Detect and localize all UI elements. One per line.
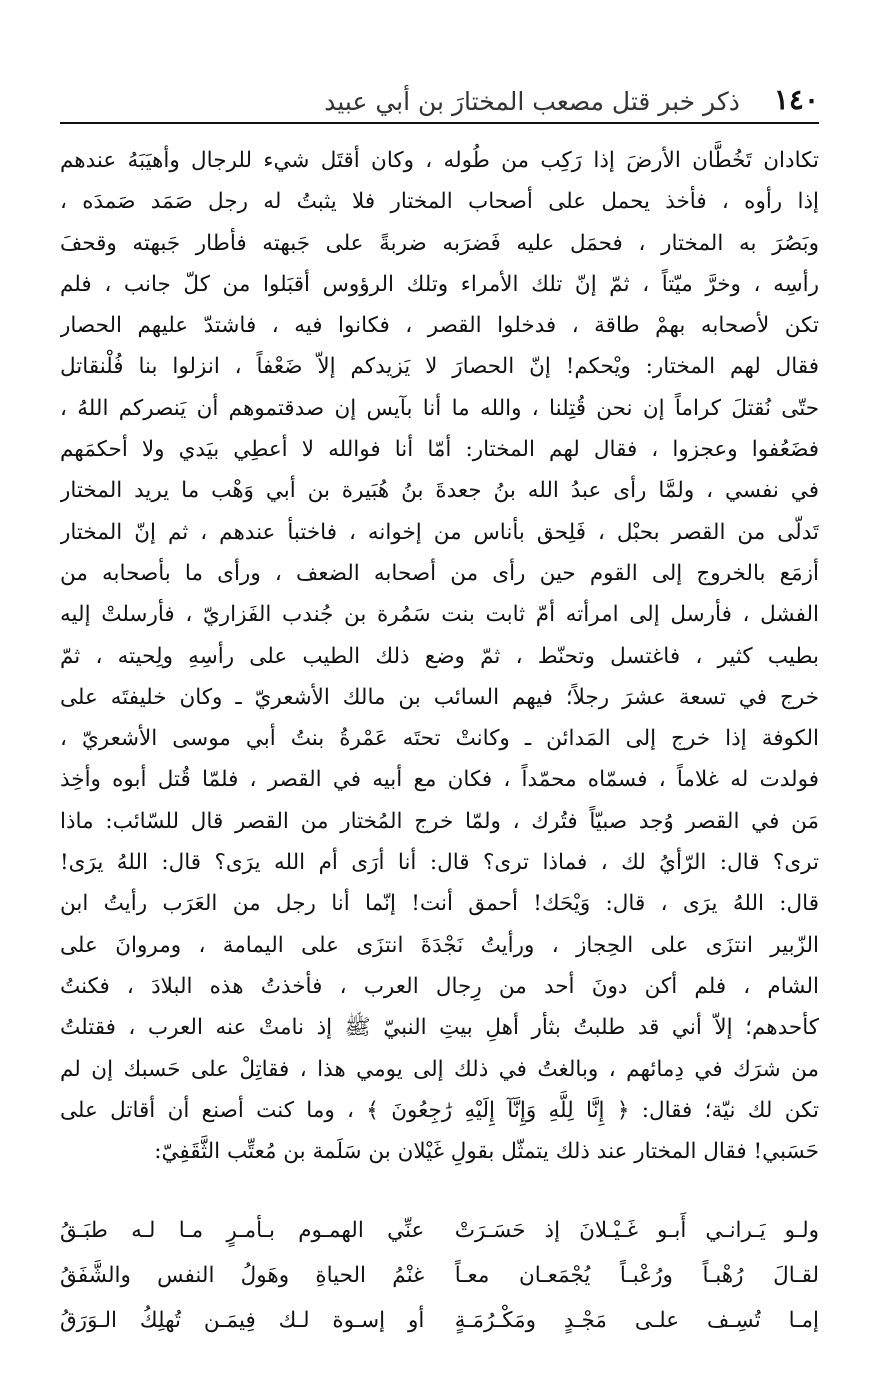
text-line: وبَصُرَ به المختار ، فحمَل عليه فَضرَبه ضربةً على جَبهته فأطار جَبهته وقحفَ <box>60 230 819 256</box>
text-line: فضَعُفوا وعجزوا ، فقال لهم المختار: أمّا أنا فوالله لا أعطِي بيَدي ولا أحكمَهم <box>60 437 819 463</box>
text-line: الفشل ، فأرسل إلى امرأته أمّ ثابت بنت سَمُرة بن جُندب الفَزاريّ ، فأرسلتْ إليه <box>60 602 819 628</box>
text-line: أزمَع بالخروج إلى القوم حين رأى من أصحابه الضعف ، ورأى ما بأصحابه من <box>60 560 819 586</box>
text-line: الشام ، فلم أكن دونَ أحد من رِجال العرب ، فأخذتُ هذه البلادَ ، فكنتُ <box>60 973 819 999</box>
poem-first-hemistich: إمـا تُسِـف علـى مَجْـدٍ ومَكْـرُمَـةٍ <box>454 1308 819 1333</box>
text-line: فولدت له غلاماً ، فسمّاه محمّداً ، فكان مع أبيه في القصر ، فلمّا قُتل أبوه وأخِذ <box>60 767 819 793</box>
text-line: فقال لهم المختار: ويْحكم! إنّ الحصارَ لا يَزيدكم إلاّ ضَعْفاً ، انزلوا بنا فُلْنقاتل <box>60 354 819 380</box>
text-line: قال: اللهُ يرَى ، قال: وَيْحَك! أحمق أنت! إنّما أنا رجل من العَرَب رأيتُ ابن <box>60 891 819 917</box>
poem <box>60 1208 819 1343</box>
poem-second-hemistich: عنِّي الهمـوم بـأمـرٍ مـا لـه طبَـقُ <box>60 1218 425 1243</box>
text-line: ترى؟ قال: الرّأيُ لك ، فماذا ترى؟ قال: أنا أرَى أم الله يرَى؟ قال: اللهُ يرَى! <box>60 850 819 876</box>
poem-verse <box>60 1253 819 1298</box>
poem-second-hemistich: غنْمُ الحياةِ وهَولُ النفس والشَّفَقُ <box>60 1263 425 1288</box>
page-header <box>56 70 819 114</box>
text-line: تَدلّى من القصر بحبْل ، فَلِحق بأناس من إخوانه ، فاختبأ عندهم ، ثم إنّ المختار <box>60 519 819 545</box>
text-line: الزّبير انتزَى على الحِجاز ، ورأيتُ نَجْدَةَ انتزَى على اليمامة ، ومروانَ على <box>60 932 819 958</box>
text-line: حتّى نُقتلَ كراماً إن نحن قُتِلنا ، والله ما أنا بآيس إن صدقتموهم أن يَنصركم اللهُ ، <box>60 395 819 421</box>
text-line: كأحدهم؛ إلاّ أني قد طلبتُ بثأر أهلِ بيتِ النبيّ ﷺ إذ نامتْ عنه العرب ، فقتلتُ <box>60 1015 819 1041</box>
text-line: في نفسي ، ولمَّا رأى عبدُ الله بنُ جعدةَ بنُ هُبَيرة بن أبي وَهْب ما يريد المختار <box>60 478 819 504</box>
text-line: تكن لك نيّة؛ فقال: ﴿ إِنَّا لِلَّهِ وَإِنَّآ إِلَيْهِ رَٰجِعُونَ ﴾ ، وما كنت أصنع أن أقاتل على <box>60 1097 819 1123</box>
poem-first-hemistich: ولـو يَـرانـي أَبـو غَـيْـلانَ إذ حَسَـرَتْ <box>454 1218 819 1243</box>
poem-verse <box>60 1298 819 1343</box>
text-line: الكوفة إذا خرج إلى المَدائن ـ وكانتْ تحتَه عَمْرةُ بنتُ أبي موسى الأشعريّ ، <box>60 726 819 752</box>
text-line: تكن لأصحابه بهمْ طاقة ، فدخلوا القصر ، فكانوا فيه ، فاشتدّ عليهم الحصار <box>60 313 819 339</box>
text-line: بطيب كثير ، فاغتسل وتحنّط ، ثمّ وضع ذلك الطيب على رأسِهِ ولِحيته ، ثمّ <box>60 643 819 669</box>
poem-second-hemistich: أو إسـوة لـك فِيمَـن تُهلِكُ الـوَرَقُ <box>60 1308 425 1333</box>
header-divider <box>60 122 819 124</box>
text-line: رأسِه ، وخرَّ ميّتاً ، ثمّ إنّ تلك الأمراء وتلك الرؤوس أقبَلوا من كلّ جانب ، فلم <box>60 271 819 297</box>
text-line: مَن في القصر وُجد صبيّاً فتُرك ، ولمّا خرج المُختار من القصر قال للسّائب: ماذا <box>60 808 819 834</box>
text-line: إذا رأوه ، فأخذ يحمل على أصحاب المختار فلا يثبتُ له رجل صَمَد صَمدَه ، <box>60 189 819 215</box>
page-number: ١٤٠ <box>773 83 819 116</box>
text-line: من شرَك في دِمائهم ، وبالغتُ في ذلك إلى يومي هذا ، فقاتِلْ على حَسبك إن لم <box>60 1056 819 1082</box>
poem-first-hemistich: لقـالَ رُهْبـاً ورُعْبـاً يُجْمَعـان معـاً <box>454 1263 819 1288</box>
poem-verse <box>60 1208 819 1253</box>
main-text <box>60 140 819 1172</box>
text-line: حَسَبي! فقال المختار عند ذلك يتمثّل بقولِ غَيْلان بن سَلَمة بن مُعتِّب الثَّقَفِيّ: <box>154 1139 819 1165</box>
running-title: ذكر خبر قتل مصعب المختارَ بن أبي عبيد <box>324 87 740 116</box>
text-line: تكادان تَخُطَّان الأرضَ إذا رَكِب من طُوله ، وكان أقتَل شيء للرجال وأهيَبَهُ عندهم <box>60 148 819 173</box>
text-line: خرج في تسعة عشرَ رجلاً؛ فيهم السائب بن مالك الأشعريّ ـ وكان خليفتَه على <box>60 684 819 710</box>
